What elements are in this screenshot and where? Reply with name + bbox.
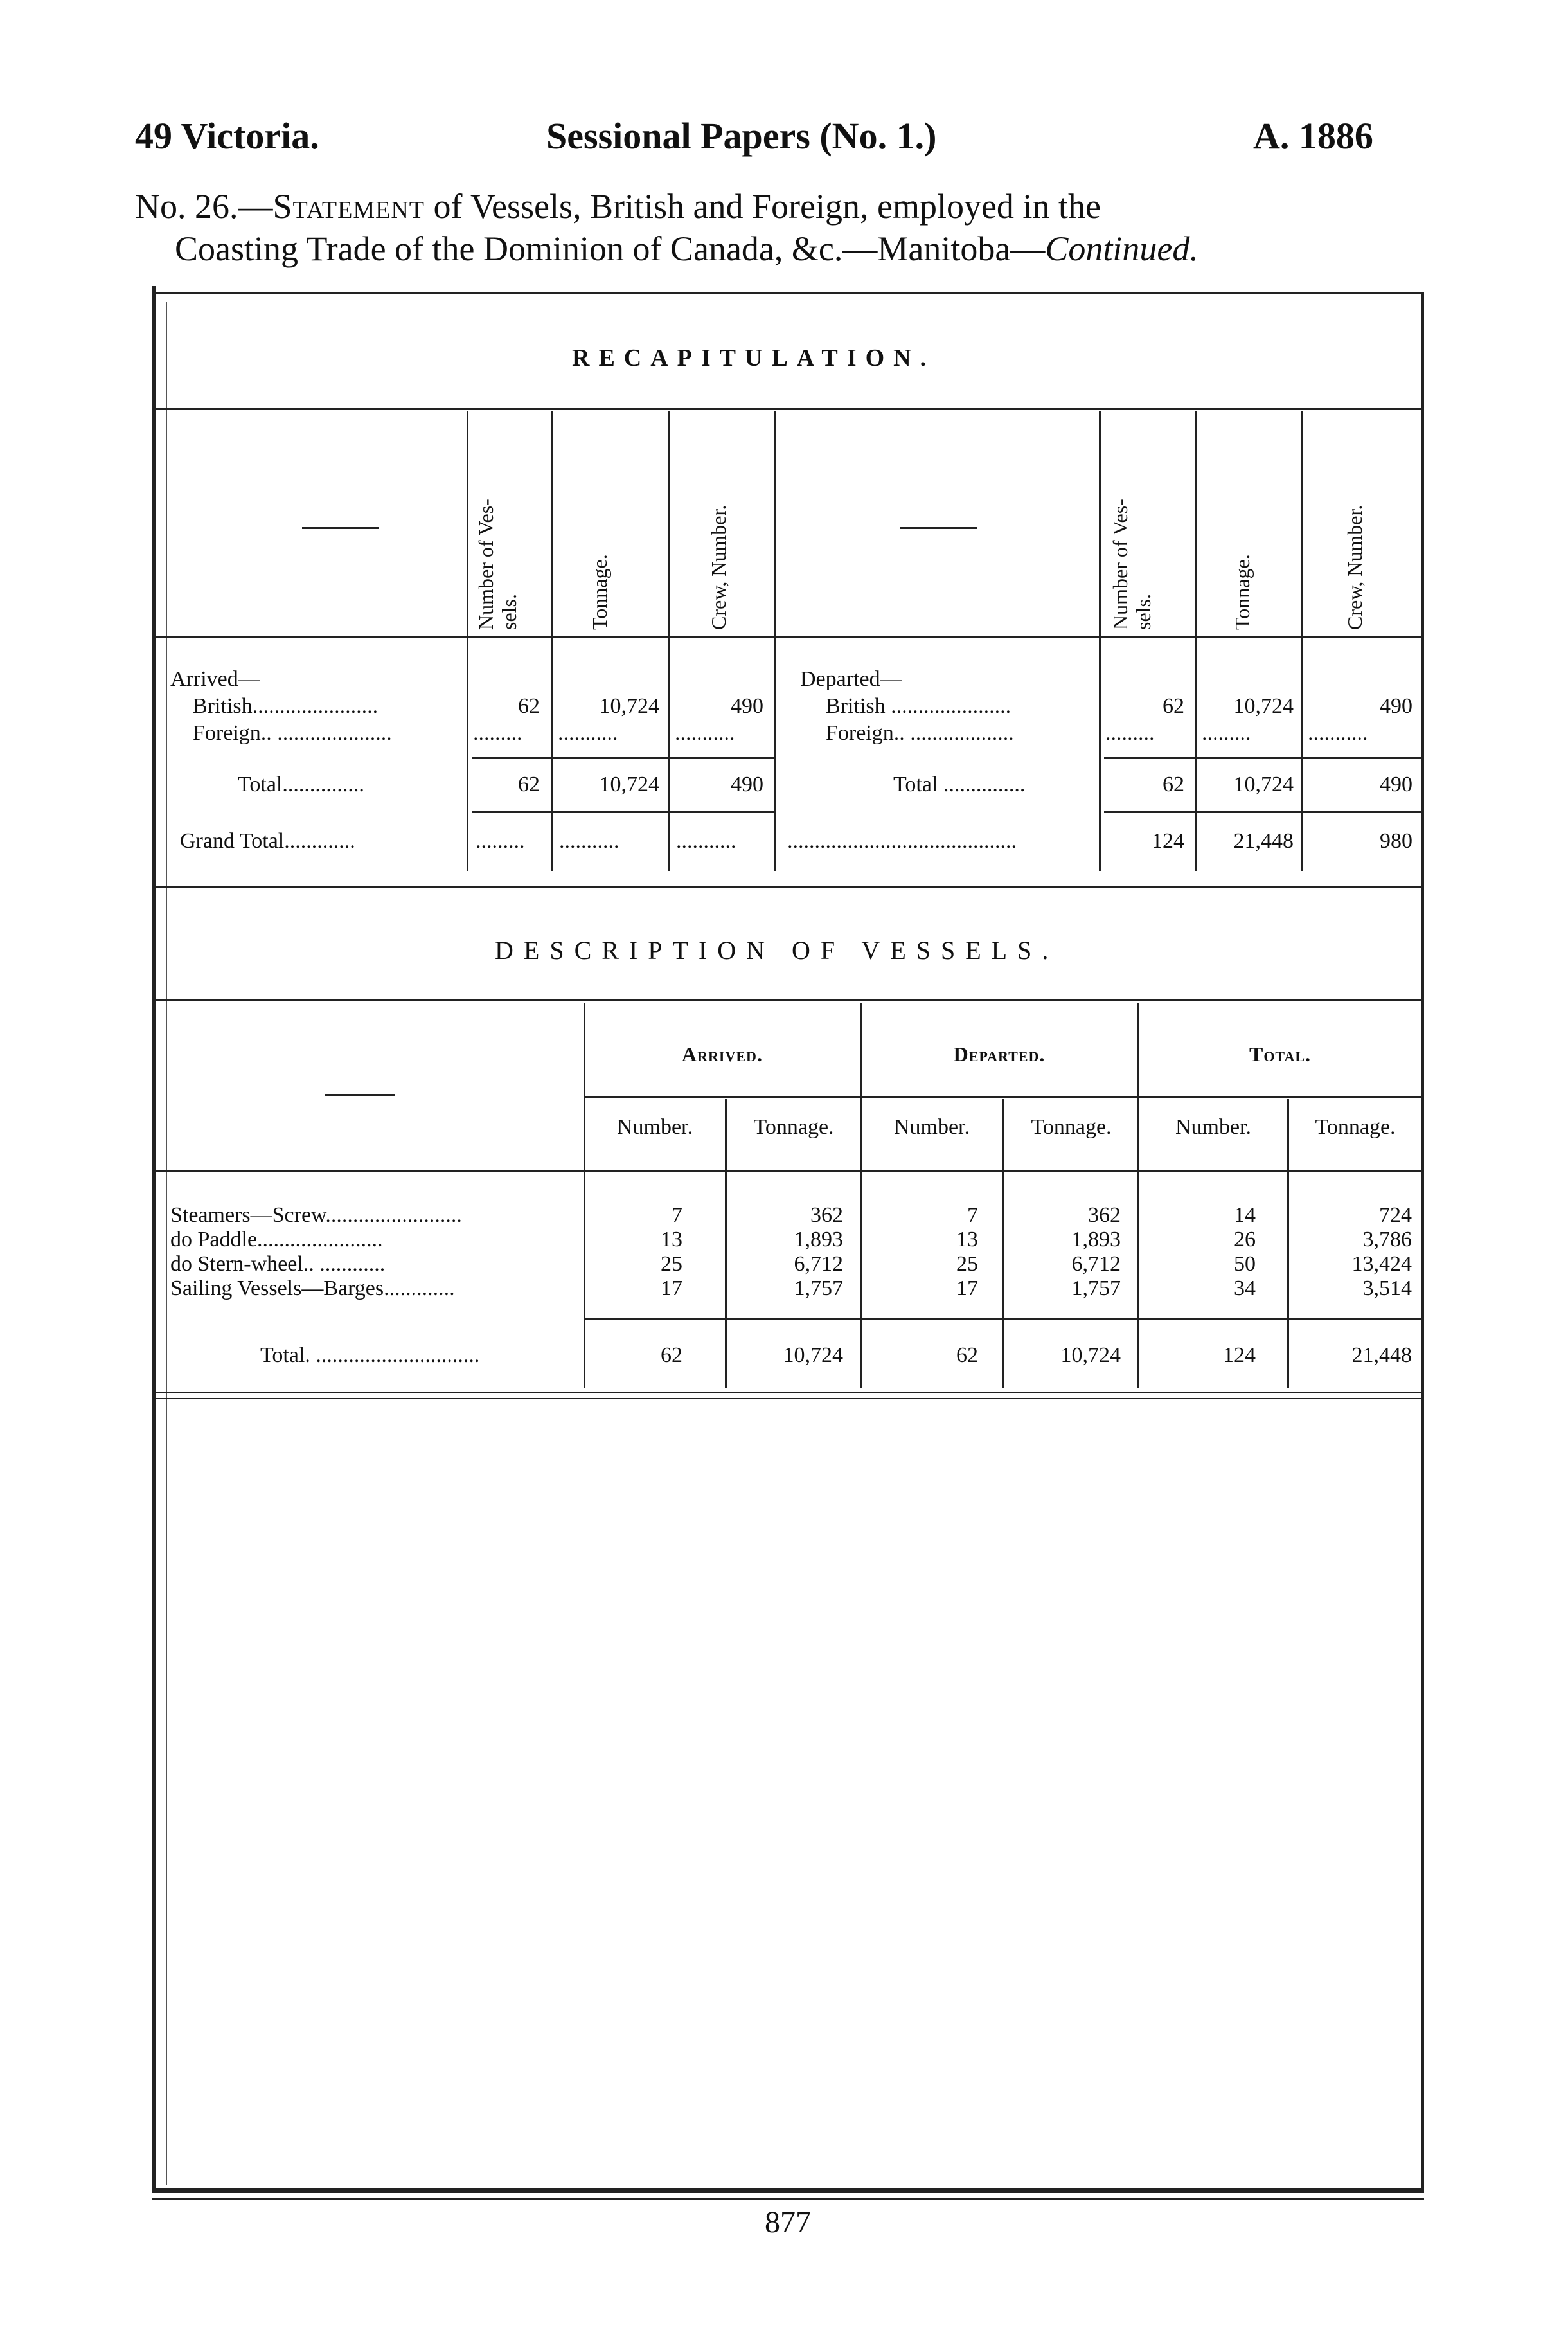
desc-d-tonnage: 362 xyxy=(1088,1203,1121,1227)
desc-row-label: Sailing Vessels—Barges............. xyxy=(170,1276,455,1300)
recap-grand-vessels: 124 xyxy=(1152,829,1184,853)
desc-sep-a-sub xyxy=(725,1099,727,1388)
desc-rule-top xyxy=(154,999,1421,1001)
recap-arrived-total-label: Total............... xyxy=(238,773,364,796)
desc-total-a-tonnage: 10,724 xyxy=(783,1343,843,1367)
desc-a-number: 25 xyxy=(661,1252,682,1276)
title-line-1 xyxy=(135,186,1101,226)
desc-a-tonnage: 362 xyxy=(810,1203,843,1227)
desc-group-departed: Departed. xyxy=(953,1043,1046,1066)
desc-d-tonnage: 1,757 xyxy=(1071,1276,1121,1300)
recap-sep-6 xyxy=(1195,411,1197,871)
recap-right-dash xyxy=(900,527,977,529)
recap-heading: RECAPITULATION. xyxy=(572,345,936,372)
title-line2-main: Coasting Trade of the Dominion of Canada, &c.—Manitoba— xyxy=(175,229,1046,268)
desc-t-number: 14 xyxy=(1234,1203,1256,1227)
recap-departed-british-vessels: 62 xyxy=(1163,694,1184,718)
recap-arrived-british-vessels: 62 xyxy=(518,694,540,718)
desc-rule-bottom-thin xyxy=(154,1398,1421,1399)
recap-grand-vessels-dots: ......... xyxy=(476,829,525,853)
recap-sep-4 xyxy=(774,411,776,871)
recap-departed-british-tonnage: 10,724 xyxy=(1233,694,1294,718)
desc-col-a-tonnage: Tonnage. xyxy=(753,1115,834,1139)
recap-col-tonnage-2: Tonnage. xyxy=(1231,554,1254,630)
desc-d-tonnage: 1,893 xyxy=(1071,1228,1121,1251)
header-sessional-papers: Sessional Papers (No. 1.) xyxy=(546,115,937,157)
desc-a-tonnage: 1,757 xyxy=(794,1276,843,1300)
frame-top xyxy=(152,292,1424,294)
desc-heading: DESCRIPTION OF VESSELS. xyxy=(495,936,1059,965)
recap-sep-7 xyxy=(1301,411,1303,871)
desc-d-number: 25 xyxy=(956,1252,978,1276)
recap-departed-total-crew: 490 xyxy=(1380,773,1412,796)
desc-sep-arrived xyxy=(860,1003,862,1388)
recap-rule-top xyxy=(154,408,1421,410)
frame-inner-left xyxy=(166,302,167,2185)
desc-total-a-number: 62 xyxy=(661,1343,682,1367)
frame-bottom-thin xyxy=(152,2198,1424,2200)
desc-total-d-tonnage: 10,724 xyxy=(1060,1343,1121,1367)
desc-col-t-number: Number. xyxy=(1175,1115,1252,1139)
desc-a-number: 13 xyxy=(661,1228,682,1251)
recap-grand-tonnage-dots: ........... xyxy=(559,829,619,853)
recap-header-rule xyxy=(154,636,1421,638)
desc-total-t-number: 124 xyxy=(1223,1343,1256,1367)
recap-col-tonnage: Tonnage. xyxy=(588,554,611,630)
recap-arrived-total-vessels: 62 xyxy=(518,773,540,796)
desc-group-rule xyxy=(584,1096,1421,1098)
desc-col-a-number: Number. xyxy=(616,1115,693,1139)
title-line-2 xyxy=(175,229,1198,269)
desc-group-arrived: Arrived. xyxy=(682,1043,763,1066)
recap-arrived-british-crew: 490 xyxy=(731,694,763,718)
desc-t-tonnage: 724 xyxy=(1379,1203,1412,1227)
recap-rule-bottom xyxy=(154,886,1421,888)
recap-departed-total-rule xyxy=(1104,811,1421,813)
page-number: 877 xyxy=(765,2205,811,2239)
recap-sep-2 xyxy=(551,411,553,871)
recap-departed-foreign-crew-dots: ........... xyxy=(1308,721,1368,745)
desc-header-rule xyxy=(154,1170,1421,1172)
recap-arrived-label: Arrived— xyxy=(170,667,260,691)
desc-row-label: do Stern-wheel.. ............ xyxy=(170,1252,386,1276)
recap-departed-british-crew: 490 xyxy=(1380,694,1412,718)
desc-total-label: Total. .............................. xyxy=(260,1343,480,1367)
desc-a-tonnage: 1,893 xyxy=(794,1228,843,1251)
desc-col-d-tonnage: Tonnage. xyxy=(1031,1115,1112,1139)
recap-sep-5 xyxy=(1099,411,1101,871)
recap-departed-foreign-vessels-dots: ......... xyxy=(1105,721,1155,745)
recap-arrived-sum-rule xyxy=(472,757,774,759)
recap-grand-crew: 980 xyxy=(1380,829,1412,853)
recap-departed-label: Departed— xyxy=(800,667,902,691)
desc-d-number: 17 xyxy=(956,1276,978,1300)
title-rest: of Vessels, British and Foreign, employed in the xyxy=(425,187,1101,226)
desc-a-tonnage: 6,712 xyxy=(794,1252,843,1276)
desc-row-label: do Paddle....................... xyxy=(170,1228,383,1251)
desc-row-label: Steamers—Screw......................... xyxy=(170,1203,462,1227)
desc-d-number: 7 xyxy=(967,1203,978,1227)
recap-departed-british: British ...................... xyxy=(826,694,1011,718)
recap-col-crew-2: Crew, Number. xyxy=(1343,505,1366,630)
frame-right xyxy=(1421,292,1424,2192)
desc-sep-t-sub xyxy=(1287,1099,1289,1388)
desc-a-number: 17 xyxy=(661,1276,682,1300)
desc-rule-bottom xyxy=(154,1392,1421,1393)
recap-sep-1 xyxy=(467,411,468,871)
desc-total-d-number: 62 xyxy=(956,1343,978,1367)
recap-arrived-foreign: Foreign.. ..................... xyxy=(193,721,392,745)
desc-col-t-tonnage: Tonnage. xyxy=(1315,1115,1396,1139)
recap-col-crew: Crew, Number. xyxy=(707,505,730,630)
recap-arrived-total-tonnage: 10,724 xyxy=(599,773,659,796)
desc-t-tonnage: 3,786 xyxy=(1362,1228,1412,1251)
recap-arrived-british: British....................... xyxy=(193,694,379,718)
recap-departed-total-tonnage: 10,724 xyxy=(1233,773,1294,796)
recap-grand-crew-dots: ........... xyxy=(676,829,736,853)
desc-t-number: 50 xyxy=(1234,1252,1256,1276)
recap-departed-sum-rule xyxy=(1104,757,1421,759)
desc-d-number: 13 xyxy=(956,1228,978,1251)
recap-departed-total-vessels: 62 xyxy=(1163,773,1184,796)
recap-grand-total-label: Grand Total............. xyxy=(180,829,355,853)
desc-group-total: Total. xyxy=(1249,1043,1312,1066)
desc-d-tonnage: 6,712 xyxy=(1071,1252,1121,1276)
frame-left xyxy=(152,286,156,2192)
desc-sep-d-sub xyxy=(1002,1099,1004,1388)
recap-arrived-total-rule xyxy=(472,811,774,813)
recap-grand-departed-dots: .......................................... xyxy=(787,829,1017,853)
recap-col-vessels-2: Number of Ves- sels. xyxy=(1109,499,1155,630)
header-year: A. 1886 xyxy=(1253,115,1373,157)
desc-sep-label xyxy=(584,1003,585,1388)
recap-arrived-total-crew: 490 xyxy=(731,773,763,796)
recap-departed-foreign: Foreign.. ................... xyxy=(826,721,1014,745)
recap-col-vessels: Number of Ves- sels. xyxy=(474,499,521,630)
title-number: No. 26.— xyxy=(135,187,273,226)
recap-arrived-foreign-crew-dots: ........... xyxy=(675,721,735,745)
desc-a-number: 7 xyxy=(672,1203,682,1227)
recap-grand-tonnage: 21,448 xyxy=(1233,829,1294,853)
title-continued: Continued. xyxy=(1045,229,1198,268)
recap-departed-foreign-tonnage-dots: ......... xyxy=(1202,721,1251,745)
desc-col-d-number: Number. xyxy=(893,1115,970,1139)
recap-arrived-british-tonnage: 10,724 xyxy=(599,694,659,718)
recap-departed-total-label: Total ............... xyxy=(893,773,1026,796)
desc-t-tonnage: 3,514 xyxy=(1362,1276,1412,1300)
recap-sep-3 xyxy=(668,411,670,871)
desc-sep-departed xyxy=(1137,1003,1139,1388)
desc-t-number: 34 xyxy=(1234,1276,1256,1300)
desc-sum-rule xyxy=(584,1318,1421,1320)
recap-left-dash xyxy=(302,527,379,529)
header-volume: 49 Victoria. xyxy=(135,115,319,157)
frame-bottom xyxy=(152,2188,1424,2193)
recap-arrived-foreign-vessels-dots: ......... xyxy=(473,721,522,745)
recap-arrived-foreign-tonnage-dots: ........... xyxy=(558,721,618,745)
desc-total-t-tonnage: 21,448 xyxy=(1351,1343,1412,1367)
desc-t-tonnage: 13,424 xyxy=(1351,1252,1412,1276)
title-statement: Statement xyxy=(272,187,425,226)
desc-header-dash xyxy=(325,1094,395,1096)
desc-t-number: 26 xyxy=(1234,1228,1256,1251)
